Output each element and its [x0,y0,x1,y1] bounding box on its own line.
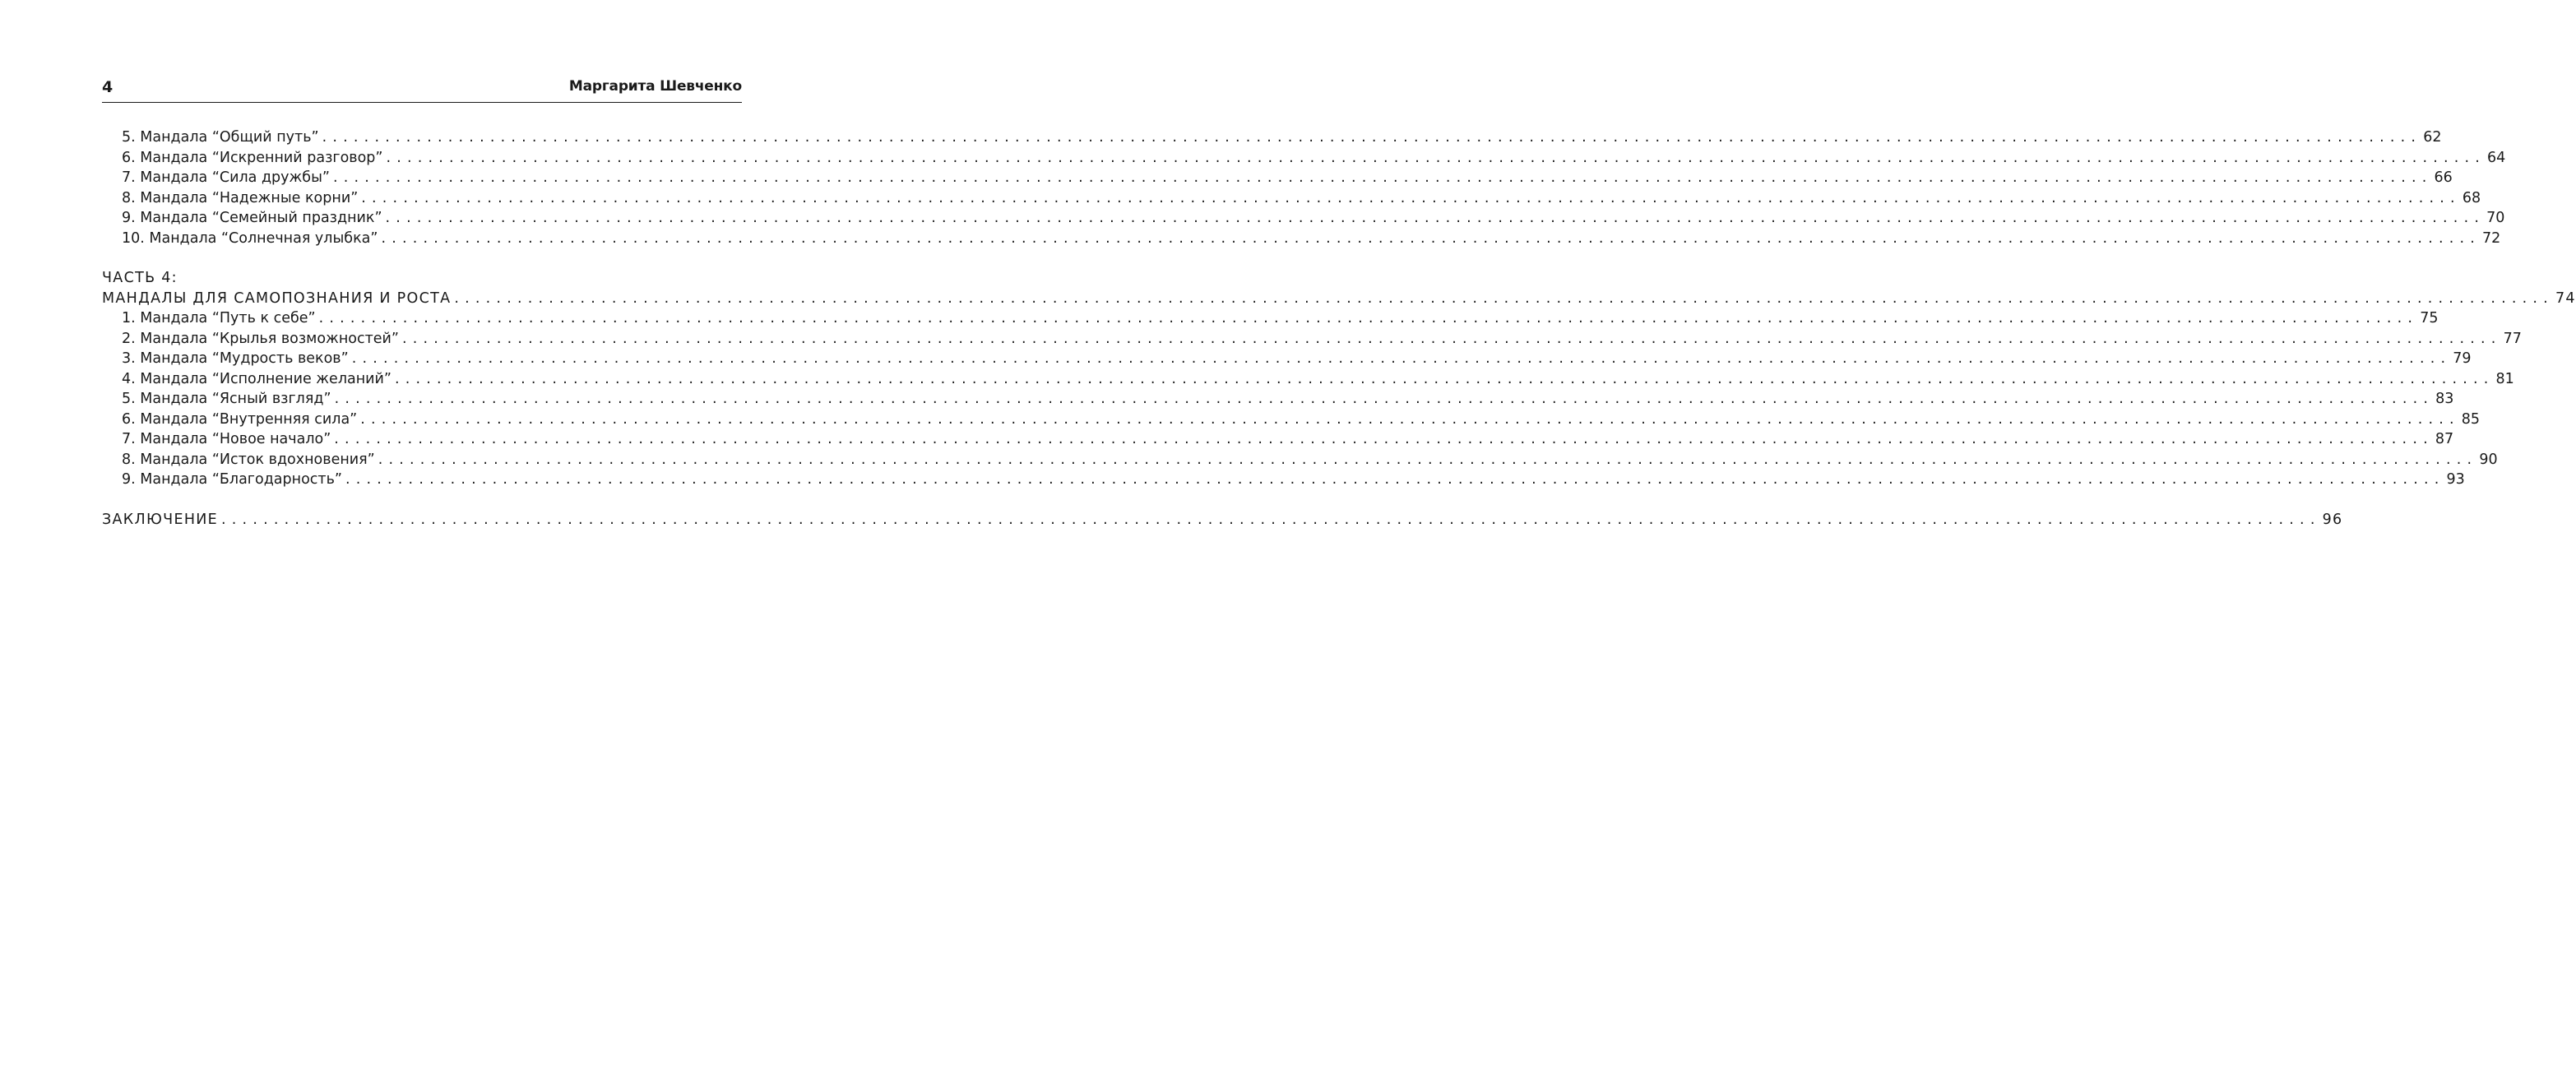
toc-entry-title: 6. Мандала “Внутренняя сила” [122,410,358,428]
leader-dots: ........................................................................................................................................................................................................ [345,471,2445,488]
toc-entry[interactable] [102,410,2481,430]
toc-conclusion-entry[interactable] [102,510,2343,530]
toc-entry-title: 8. Мандала “Исток вдохновения” [122,451,375,468]
toc-entry[interactable] [102,188,2481,209]
leader-dots: ........................................................................................................................................................................................................ [394,370,2495,387]
toc-entry-page: 62 [2423,129,2442,146]
toc-entry[interactable] [102,148,2506,169]
leader-dots: ........................................................................................................................................................................................................ [386,149,2486,166]
toc-entry[interactable] [102,369,2514,390]
toc-entry-title: 5. Мандала “Общий путь” [122,129,319,146]
toc-entry-title: 8. Мандала “Надежные корни” [122,189,359,206]
toc-entry-page: 81 [2495,370,2514,387]
toc-part-page: 74 [2555,289,2576,307]
toc-entry[interactable] [102,308,2439,329]
toc-entry-title: 5. Мандала “Ясный взгляд” [122,391,331,407]
toc-entry-title: 1. Мандала “Путь к себе” [122,310,316,326]
toc-entry-title: 9. Мандала “Благодарность” [122,471,342,488]
toc-entry[interactable] [102,470,2465,490]
toc-entry[interactable] [102,389,2454,410]
leader-dots: ........................................................................................................................................................................................................ [334,431,2434,447]
toc-entry-title: 4. Мандала “Исполнение желаний” [122,370,391,387]
toc-conclusion-page: 96 [2322,512,2343,528]
toc-entry[interactable] [102,429,2454,450]
toc-entry[interactable] [102,229,2501,249]
leader-dots: ........................................................................................................................................................................................................ [361,189,2461,206]
table-of-contents [102,127,2576,530]
toc-entry-title: 6. Мандала “Искренний разговор” [122,149,383,166]
leader-dots: ........................................................................................................................................................................................................ [360,410,2460,428]
toc-entry[interactable] [102,450,2498,470]
part-label: ЧАСТЬ 4: [102,270,178,286]
toc-entry-page: 72 [2482,229,2501,247]
section-spacer [102,490,740,511]
leader-dots: ........................................................................................................................................................................................................ [381,229,2481,247]
leader-dots: ........................................................................................................................................................................................................ [351,350,2452,367]
toc-entry-page: 90 [2479,451,2498,468]
toc-entry-page: 70 [2486,210,2505,226]
toc-entry-title: 10. Мандала “Солнечная улыбка” [122,229,378,247]
toc-entry-page: 83 [2435,391,2454,407]
toc-entry-title: 7. Мандала “Новое начало” [122,431,331,447]
toc-entry-page: 75 [2420,310,2439,326]
toc-entry-title: 9. Мандала “Семейный праздник” [122,210,382,226]
leader-dots: ........................................................................................................................................................................................................ [385,210,2486,226]
toc-entry-page: 93 [2446,471,2465,488]
leader-dots: ........................................................................................................................................................................................................ [221,512,2321,528]
toc-part-entry[interactable] [102,289,2576,309]
toc-entry[interactable] [102,168,2453,188]
toc-entry-page: 64 [2487,149,2506,166]
leader-dots: ........................................................................................................................................................................................................ [334,391,2435,407]
page-number: 4 [102,78,114,96]
toc-entry[interactable] [102,329,2522,350]
toc-entry-page: 79 [2453,350,2472,367]
toc-conclusion-title: ЗАКЛЮЧЕНИЕ [102,512,219,528]
toc-entry-title: 2. Мандала “Крылья возможностей” [122,330,399,347]
toc-part-title: МАНДАЛЫ ДЛЯ САМОПОЗНАНИЯ И РОСТА [102,289,452,307]
toc-entry-title: 7. Мандала “Сила дружбы” [122,169,330,186]
toc-entry-page: 68 [2462,189,2481,206]
toc-entry-page: 77 [2503,330,2522,347]
toc-entry-page: 85 [2461,410,2481,428]
toc-entry-page: 87 [2435,431,2454,447]
section-spacer [102,248,740,268]
author-name: Маргарита Шевченко [568,78,742,95]
leader-dots: ........................................................................................................................................................................................................ [332,169,2433,186]
leader-dots: ........................................................................................................................................................................................................ [402,330,2502,347]
leader-dots: ........................................................................................................................................................................................................ [378,451,2478,468]
toc-entry-page: 66 [2434,169,2453,186]
toc-entry[interactable] [102,349,2472,369]
leader-dots: ........................................................................................................................................................................................................ [454,289,2554,307]
toc-entry-title: 3. Мандала “Мудрость веков” [122,350,349,367]
page-header [102,77,742,103]
leader-dots: ........................................................................................................................................................................................................ [322,129,2422,146]
leader-dots: ........................................................................................................................................................................................................ [318,310,2419,326]
toc-entry[interactable] [102,127,2442,148]
toc-entry[interactable] [102,208,2505,229]
